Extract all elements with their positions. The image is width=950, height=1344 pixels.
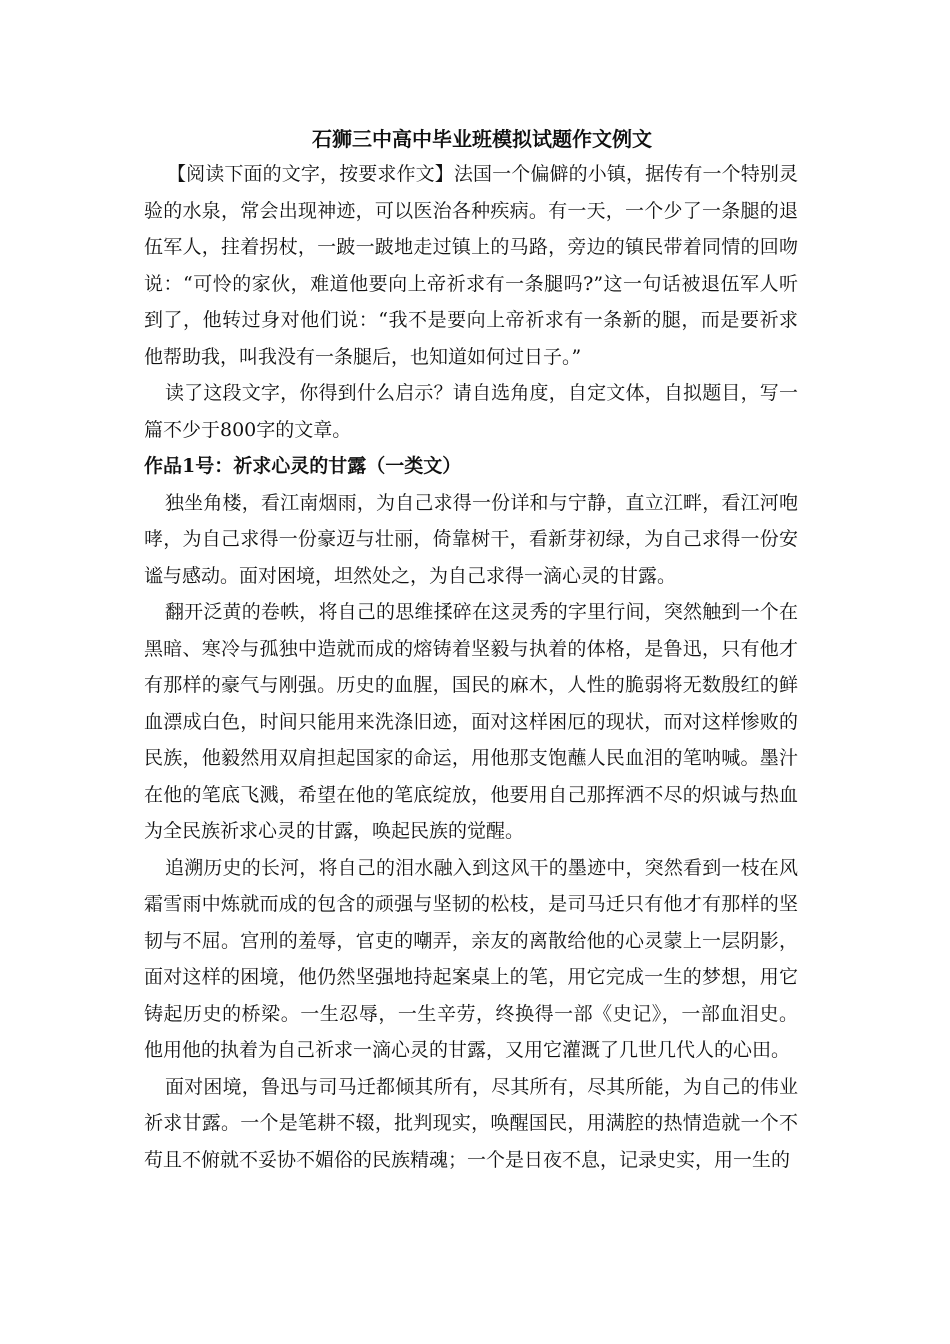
prompt-instruction: 读了这段文字，你得到什么启示？请自选角度，自定文体，自拟题目，写一篇不少于800字的文章。 (144, 382, 798, 441)
prompt-paragraph: 【阅读下面的文字，按要求作文】法国一个偏僻的小镇，据传有一个特别灵验的水泉，常会出现神迹，可以医治各种疾病。有一天，一个少了一条腿的退伍军人，拄着拐杖，一跛一跛地走过镇上的马路，旁边的镇民带着同情的回吻说：“可怜的家伙，难道他要向上帝祈求有一条腿吗?”这一句话被退伍军人听到了，他转过身对他们说：“我不是要向上帝祈求有一条新的腿，而是要祈求他帮助我，叫我没有一条腿后，也知道如何过日子。” (144, 163, 798, 368)
essay-paragraph: 面对困境，鲁迅与司马迁都倾其所有，尽其所有，尽其所能，为自己的伟业祈求甘露。一个是笔耕不辍，批判现实，唤醒国民，用满腔的热情造就一个不苟且不俯就不妥协不媚俗的民族精魂；一个是日夜不息，记录史实，用一生的 (144, 1075, 798, 1171)
essay-paragraph: 独坐角楼，看江南烟雨，为自己求得一份详和与宁静，直立江畔，看江河咆哮，为自己求得一份豪迈与壮丽，倚靠树干，看新芽初绿，为自己求得一份安谧与感动。面对困境，坦然处之，为自己求得一滴心灵的甘露。 (144, 491, 798, 587)
document-title: 石狮三中高中毕业班模拟试题作文例文 (312, 127, 652, 151)
essay-paragraph: 追溯历史的长河，将自己的泪水融入到这风干的墨迹中，突然看到一枝在风霜雪雨中炼就而成的包含的顽强与坚韧的松枝，是司马迁只有他才有那样的坚韧与不屈。宫刑的羞辱，官吏的嘲弄，亲友的离散给他的心灵蒙上一层阴影，面对这样的困境，他仍然坚强地持起案桌上的笔，用它完成一生的梦想，用它铸起历史的桥梁。一生忍辱，一生辛劳，终换得一部《史记》，一部血泪史。他用他的执着为自己祈求一滴心灵的甘露，又用它灌溉了几世几代人的心田。 (144, 856, 798, 1061)
document-page (144, 124, 798, 1178)
essay-heading: 作品1号：祈求心灵的甘露（一类文） (144, 455, 462, 477)
essay-paragraph: 翻开泛黄的卷帙，将自己的思维揉碎在这灵秀的字里行间，突然触到一个在黑暗、寒冷与孤独中造就而成的熔铸着坚毅与执着的体格，是鲁迅，只有他才有那样的豪气与刚强。历史的血腥，国民的麻木，人性的脆弱将无数殷红的鲜血漂成白色，时间只能用来洗涤旧迹，面对这样困厄的现状，而对这样惨败的民族，他毅然用双肩担起国家的命运，用他那支饱蘸人民血泪的笔呐喊。墨汁在他的笔底飞溅，希望在他的笔底绽放，他要用自己那挥洒不尽的炽诚与热血为全民族祈求心灵的甘露，唤起民族的觉醒。 (144, 601, 798, 842)
